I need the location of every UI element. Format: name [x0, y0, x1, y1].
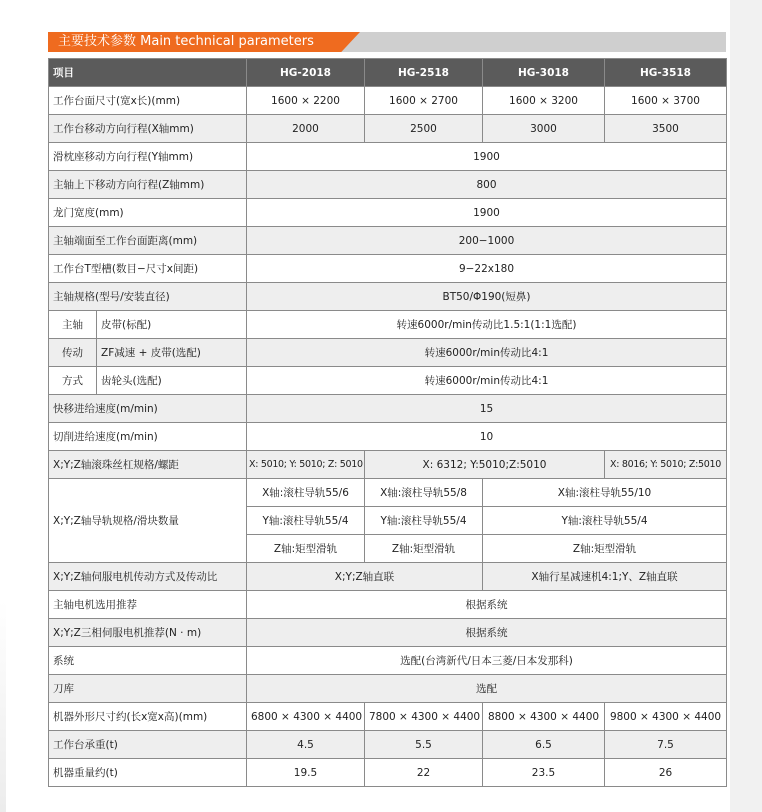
cell: 9800 × 4300 × 4400: [605, 703, 727, 731]
row-label: 工作台面尺寸(宽x长)(mm): [49, 87, 247, 115]
cell: 23.5: [483, 759, 605, 787]
header-model: HG-3518: [605, 59, 727, 87]
cell: 800: [247, 171, 727, 199]
table-row: [49, 563, 727, 591]
cell: 7.5: [605, 731, 727, 759]
cell: 1900: [247, 199, 727, 227]
table-row: [49, 227, 727, 255]
cell: 3000: [483, 115, 605, 143]
cell: 6800 × 4300 × 4400: [247, 703, 365, 731]
table-row: [49, 703, 727, 731]
row-label: 主轴端面至工作台面距离(mm): [49, 227, 247, 255]
cell: 19.5: [247, 759, 365, 787]
cell: 1600 × 2200: [247, 87, 365, 115]
table-row: [49, 731, 727, 759]
cell: Y轴:滚柱导轨55/4: [247, 507, 365, 535]
header-item: 项目: [49, 59, 247, 87]
table-row: [49, 675, 727, 703]
cell: Z轴:矩型滑轨: [365, 535, 483, 563]
right-shade: [730, 0, 762, 812]
cell: 根据系统: [247, 619, 727, 647]
header-model: HG-3018: [483, 59, 605, 87]
cell: Y轴:滚柱导轨55/4: [365, 507, 483, 535]
row-label: 齿轮头(选配): [97, 367, 247, 395]
row-label: 系统: [49, 647, 247, 675]
cell: 选配(台湾新代/日本三菱/日本发那科): [247, 647, 727, 675]
cell: 26: [605, 759, 727, 787]
row-label: 皮带(标配): [97, 311, 247, 339]
row-label: 工作台T型槽(数目−尺寸x间距): [49, 255, 247, 283]
table-row: [49, 591, 727, 619]
table-row: [49, 423, 727, 451]
row-label: 刀库: [49, 675, 247, 703]
row-label: 机器重量约(t): [49, 759, 247, 787]
row-label: X;Y;Z轴滚珠丝杠规格/螺距: [49, 451, 247, 479]
cell: 4.5: [247, 731, 365, 759]
table-row: [49, 647, 727, 675]
table-row: [49, 255, 727, 283]
spec-table: [48, 58, 727, 787]
row-label: 主轴电机选用推荐: [49, 591, 247, 619]
row-label: 切削进给速度(m/min): [49, 423, 247, 451]
table-row: [49, 759, 727, 787]
cell: 1600 × 2700: [365, 87, 483, 115]
table-row: [49, 283, 727, 311]
cell: Z轴:矩型滑轨: [483, 535, 727, 563]
cell: 1600 × 3700: [605, 87, 727, 115]
cell: 转速6000r/min传动比4:1: [247, 339, 727, 367]
cell: X轴:滚柱导轨55/8: [365, 479, 483, 507]
cell: Y轴:滚柱导轨55/4: [483, 507, 727, 535]
cell: 1900: [247, 143, 727, 171]
row-label: 工作台承重(t): [49, 731, 247, 759]
cell: 200−1000: [247, 227, 727, 255]
cell: Z轴:矩型滑轨: [247, 535, 365, 563]
cell: 22: [365, 759, 483, 787]
row-label: 主轴规格(型号/安装直径): [49, 283, 247, 311]
table-row: [49, 451, 727, 479]
table-row: [49, 619, 727, 647]
drive-group-label: 方式: [49, 367, 97, 395]
table-header: [49, 59, 727, 87]
row-label: 工作台移动方向行程(X轴mm): [49, 115, 247, 143]
cell: 15: [247, 395, 727, 423]
cell: 根据系统: [247, 591, 727, 619]
row-label: 滑枕座移动方向行程(Y轴mm): [49, 143, 247, 171]
row-label: 龙门宽度(mm): [49, 199, 247, 227]
table-row: [49, 115, 727, 143]
table-row: [49, 367, 727, 395]
cell: 转速6000r/min传动比4:1: [247, 367, 727, 395]
header-model: HG-2018: [247, 59, 365, 87]
cell: X轴:滚柱导轨55/6: [247, 479, 365, 507]
cell: 转速6000r/min传动比1.5:1(1:1选配): [247, 311, 727, 339]
row-label: X;Y;Z轴伺服电机传动方式及传动比: [49, 563, 247, 591]
cell: 6.5: [483, 731, 605, 759]
row-label: ZF减速 + 皮带(选配): [97, 339, 247, 367]
cell: X轴行星减速机4:1;Y、Z轴直联: [483, 563, 727, 591]
row-label: X;Y;Z轴导轨规格/滑块数量: [49, 479, 247, 563]
row-label: 主轴上下移动方向行程(Z轴mm): [49, 171, 247, 199]
cell: 3500: [605, 115, 727, 143]
cell: 选配: [247, 675, 727, 703]
header-model: HG-2518: [365, 59, 483, 87]
left-shade: [0, 600, 6, 812]
table-row: [49, 87, 727, 115]
row-label: 机器外形尺寸约(长x宽x高)(mm): [49, 703, 247, 731]
cell: 1600 × 3200: [483, 87, 605, 115]
cell: X轴:滚柱导轨55/10: [483, 479, 727, 507]
row-label: X;Y;Z三相伺服电机推荐(N · m): [49, 619, 247, 647]
table-row: [49, 143, 727, 171]
table-row: [49, 311, 727, 339]
table-row: [49, 339, 727, 367]
table-row: [49, 199, 727, 227]
cell: X;Y;Z轴直联: [247, 563, 483, 591]
row-label: 快移进给速度(m/min): [49, 395, 247, 423]
cell: X: 5010; Y: 5010; Z: 5010: [247, 451, 365, 479]
cell: X: 8016; Y: 5010; Z:5010: [605, 451, 727, 479]
section-title-bar: [48, 32, 726, 52]
cell: 10: [247, 423, 727, 451]
cell: BT50/Φ190(短鼻): [247, 283, 727, 311]
cell: 2500: [365, 115, 483, 143]
table-row: [49, 171, 727, 199]
drive-group-label: 主轴: [49, 311, 97, 339]
cell: 2000: [247, 115, 365, 143]
cell: 8800 × 4300 × 4400: [483, 703, 605, 731]
cell: X: 6312; Y:5010;Z:5010: [365, 451, 605, 479]
section-title: 主要技术参数 Main technical parameters: [58, 34, 314, 49]
drive-group-label: 传动: [49, 339, 97, 367]
table-row: [49, 479, 727, 507]
cell: 5.5: [365, 731, 483, 759]
table-row: [49, 395, 727, 423]
cell: 9−22x180: [247, 255, 727, 283]
cell: 7800 × 4300 × 4400: [365, 703, 483, 731]
